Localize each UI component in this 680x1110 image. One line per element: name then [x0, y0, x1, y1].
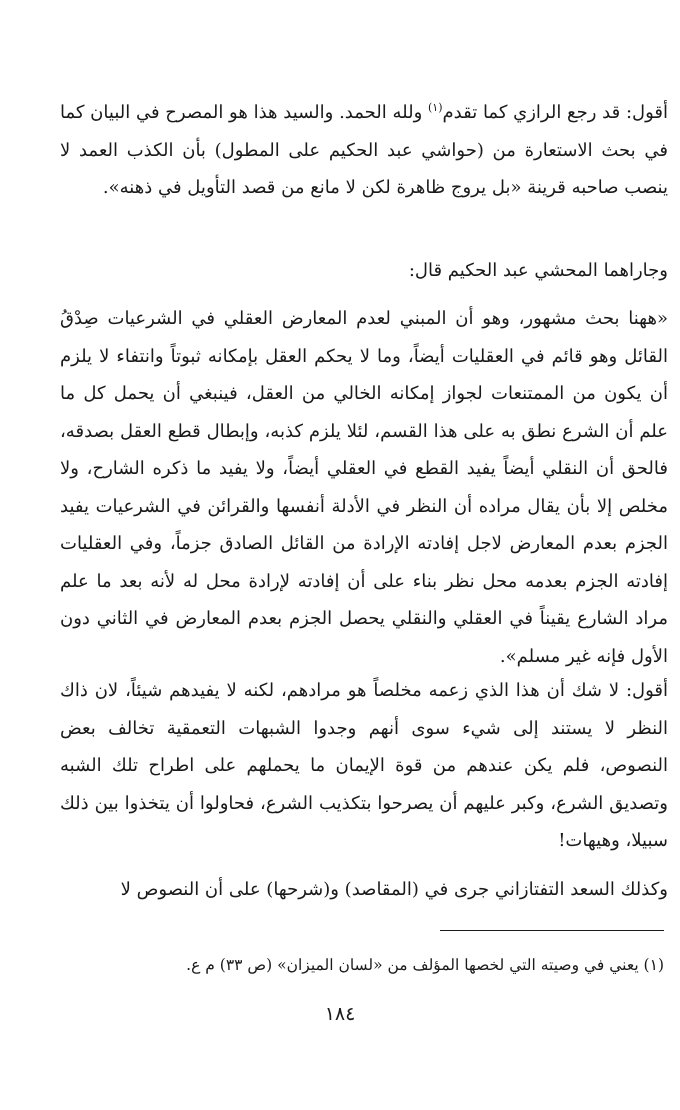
paragraph-1-text-b: ولله الحمد. والسيد هذا هو المصرح في البيان كما في بحث الاستعارة من (حواشي عبد الحكيم على المطول) بأن الكذب العمد لا ينصب صاحبه قرينة «بل يروج ظاهرة لكن لا مانع من قصد التأويل في ذهنه». [60, 102, 668, 198]
paragraph-1 [60, 89, 668, 207]
paragraph-3-quotation: «ههنا بحث مشهور، وهو أن المبني لعدم المعارض العقلي في الشرعيات صِدْقُ القائل وهو قائم في العقليات أيضاً، وما لا يحكم العقل بإمكانه ثبوتاً وانتفاء لا يلزم أن يكون من الممتنعات لجواز إمكانه الخالي من العقل، فينبغي أن يحمل كل ما علم أن الشرع نطق به على هذا القسم، لئلا يلزم كذبه، وإبطال قطع العقل بصدقه، فالحق أن النقلي أيضاً يفيد القطع في العقلي أيضاً، ولا يفيد ما ذكره الشارح، ولا مخلص إلا بأن يقال مراده أن النظر في الأدلة أنفسها والقرائن في الشرعيات يفيد الجزم بعدم المعارض لاجل إفادته الإرادة من القائل الصادق جزماً، وفي العقليات إفادته الجزم بعدمه محل نظر بناء على أن إفادته لإرادة محل له لأنه بعد ما علم مراد الشارع يقيناً في العقلي والنقلي يحصل الجزم بعدم المعارض في الثاني دون الأول فإنه غير مسلم». [60, 308, 669, 667]
paragraph-5: وكذلك السعد التفتازاني جرى في (المقاصد) و(شرحها) على أن النصوص لا [120, 879, 668, 900]
footnote-reference: (١) [428, 101, 443, 114]
paragraph-4: أقول: لا شك أن هذا الذي زعمه مخلصاً هو مرادهم، لكنه لا يفيدهم شيئاً، لان ذاك النظر لا يستند إلى شيء سوى أنهم وجدوا الشبهات التعمقية تخالف بعض النصوص، فلم يكن عندهم من قوة الإيمان ما يحملهم على اطراح تلك الشبه وتصديق الشرع، وكبر عليهم أن يصرحوا بتكذيب الشرع، فحاولوا أن يتخذوا بين ذلك سبيلا، وهيهات! [60, 680, 668, 851]
paragraph-2: وجاراهما المحشي عبد الحكيم قال: [408, 260, 668, 281]
footnote: (١) يعني في وصيته التي لخصها المؤلف من «لسان الميزان» (ص ٣٣) م ع. [186, 956, 664, 974]
footnote-divider [440, 930, 664, 931]
paragraph-1-text-a: أقول: قد رجع الرازي كما تقدم [442, 102, 668, 123]
page-number: ١٨٤ [324, 1003, 356, 1025]
